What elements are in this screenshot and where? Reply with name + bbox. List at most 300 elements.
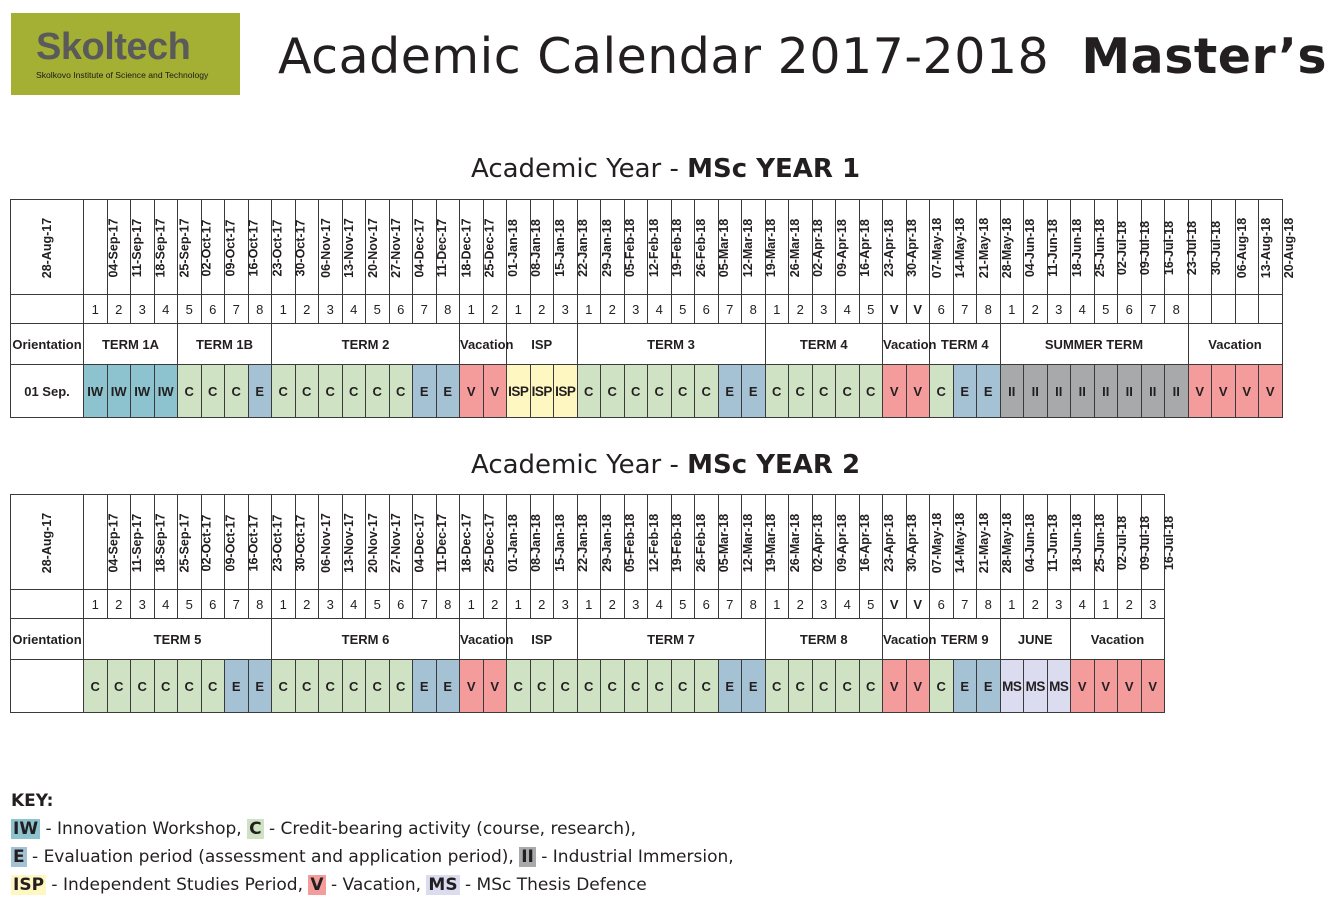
date-label: 09-Jul-18 [1138, 220, 1153, 275]
activity-cell: C [154, 660, 178, 713]
term-label: TERM 2 [272, 324, 460, 365]
date-cell [648, 200, 685, 295]
date-label: 19-Mar-18 [764, 218, 779, 277]
activity-cell: C [624, 660, 648, 713]
date-cell [154, 495, 192, 590]
week-number-cell: 1 [507, 590, 531, 619]
week-number-cell: 1 [507, 295, 531, 324]
date-label: 21-May-18 [976, 217, 991, 278]
term-label: Orientation [11, 619, 84, 660]
week-number-cell [1212, 295, 1236, 324]
date-label: 09-Apr-18 [834, 218, 849, 277]
activity-cell: II [1141, 365, 1165, 418]
week-number-cell: 5 [178, 295, 202, 324]
date-cell [178, 495, 214, 590]
term-row [11, 619, 1165, 660]
week-number-cell: 5 [366, 295, 390, 324]
date-label: 16-Jul-18 [1161, 515, 1176, 570]
start-date-cell [11, 660, 84, 713]
date-cell [789, 200, 825, 295]
date-label: 12-Mar-18 [740, 218, 755, 277]
date-cell [601, 200, 638, 295]
date-cell [624, 200, 661, 295]
week-number-cell: 1 [577, 295, 601, 324]
date-label: 14-May-18 [953, 512, 968, 573]
date-label: 23-Oct-17 [269, 514, 284, 571]
activity-cell: C [366, 365, 390, 418]
activity-cell: E [248, 660, 272, 713]
date-label: 14-May-18 [953, 217, 968, 278]
date-label: 19-Feb-18 [670, 513, 685, 572]
legend-swatch: ISP [13, 875, 45, 895]
week-number-cell [1259, 295, 1283, 324]
week-number-cell: 4 [1071, 295, 1095, 324]
date-cell [342, 495, 380, 590]
term-label: Vacation [883, 324, 930, 365]
week-number-cell: 8 [248, 590, 272, 619]
date-label: 04-Sep-17 [106, 512, 121, 573]
week-number-row [11, 590, 1165, 619]
date-label: 26-Feb-18 [693, 513, 708, 572]
date-cell [389, 200, 427, 295]
activity-cell: C [389, 365, 413, 418]
activity-cell: C [554, 660, 578, 713]
date-label: 20-Nov-17 [365, 512, 380, 573]
date-label: 25-Sep-17 [177, 217, 192, 278]
week-number-cell: 1 [765, 295, 789, 324]
week-number-cell: 6 [1118, 295, 1142, 324]
date-label: 02-Jul-18 [1114, 515, 1129, 570]
activity-cell: C [84, 660, 108, 713]
date-cell [789, 495, 825, 590]
week-number-cell: 8 [248, 295, 272, 324]
activity-cell: V [483, 365, 507, 418]
date-cell [269, 200, 308, 295]
date-label: 11-Sep-17 [129, 513, 144, 572]
week-number-cell: 1 [577, 590, 601, 619]
week-number-cell: 1 [1000, 590, 1024, 619]
date-label: 06-Nov-17 [318, 217, 333, 278]
date-label: 06-Aug-18 [1235, 217, 1250, 278]
week-number-cell: 7 [718, 295, 742, 324]
week-number-cell: 5 [671, 295, 695, 324]
page-title-main: Academic Calendar 2017-2018 [278, 28, 1050, 85]
term-label: ISP [507, 324, 578, 365]
activity-cell: MS [1024, 660, 1048, 713]
date-cell [1094, 200, 1129, 295]
legend-text: - Industrial Immersion, [535, 847, 734, 867]
week-number-cell: 2 [530, 295, 554, 324]
activity-cell: E [977, 660, 1001, 713]
week-number-cell: 2 [601, 590, 625, 619]
year1-heading-prefix: Academic Year - [471, 154, 688, 184]
date-label: 22-Jan-18 [575, 218, 590, 277]
activity-cell: C [577, 660, 601, 713]
activity-cell: II [1094, 365, 1118, 418]
date-label: 30-Apr-18 [904, 218, 919, 277]
date-label: 18-Sep-17 [153, 512, 168, 573]
week-number-cell: 8 [977, 295, 1001, 324]
activity-cell: II [1165, 365, 1189, 418]
week-number-cell: 3 [319, 590, 343, 619]
week-number-cell: 4 [836, 590, 860, 619]
week-number-cell: 8 [436, 295, 460, 324]
activity-cell: C [201, 660, 225, 713]
activity-cell: C [507, 660, 531, 713]
date-cell [131, 200, 168, 295]
week-number-cell: 8 [742, 295, 766, 324]
legend-text: - Innovation Workshop, [40, 819, 248, 839]
week-number-cell: 6 [930, 590, 954, 619]
date-cell [953, 495, 991, 590]
activity-cell: C [859, 365, 883, 418]
activity-cell: E [953, 365, 977, 418]
date-cell [1141, 200, 1176, 295]
date-label: 05-Mar-18 [717, 513, 732, 572]
activity-cell: E [413, 660, 437, 713]
week-number-cell: 6 [389, 295, 413, 324]
week-number-cell: 3 [812, 590, 836, 619]
logo-tagline: Skolkovo Institute of Science and Technology [36, 70, 209, 80]
activity-cell: E [718, 660, 742, 713]
date-row [11, 495, 1165, 590]
activity-cell: E [225, 660, 249, 713]
activity-cell: V [1259, 365, 1283, 418]
date-label: 02-Apr-18 [810, 513, 825, 572]
week-number-cell: 5 [671, 590, 695, 619]
date-label: 19-Feb-18 [670, 218, 685, 277]
week-number-cell: 1 [460, 590, 484, 619]
activity-cell: C [859, 660, 883, 713]
activity-cell: C [836, 365, 860, 418]
date-cell [1188, 200, 1223, 295]
date-label: 04-Jun-18 [1022, 218, 1037, 277]
date-cell [671, 495, 708, 590]
date-label: 19-Mar-18 [764, 513, 779, 572]
week-number-row [11, 295, 1283, 324]
date-label: 08-Jan-18 [528, 218, 543, 277]
date-cell [718, 495, 755, 590]
activity-cell: E [413, 365, 437, 418]
week-number-cell: 6 [201, 295, 225, 324]
activity-cell: E [718, 365, 742, 418]
date-cell [742, 200, 779, 295]
activity-cell: C [342, 365, 366, 418]
date-cell [222, 495, 261, 590]
legend-text: - Vacation, [325, 875, 427, 895]
date-label: 25-Jun-18 [1093, 513, 1108, 572]
week-number-cell: 4 [154, 590, 178, 619]
activity-cell: C [107, 660, 131, 713]
week-number-cell: 4 [836, 295, 860, 324]
week-number-cell: 2 [1024, 590, 1048, 619]
legend-heading: KEY: [11, 791, 54, 811]
date-cell [765, 495, 802, 590]
week-number-cell: V [906, 590, 930, 619]
date-label: 30-Oct-17 [293, 219, 308, 276]
date-label: 30-Jul-18 [1208, 220, 1223, 275]
date-cell [436, 200, 474, 295]
activity-cell: C [530, 660, 554, 713]
activity-cell: C [319, 365, 343, 418]
date-cell [248, 495, 284, 590]
activity-cell: V [460, 365, 484, 418]
date-label: 07-May-18 [929, 217, 944, 278]
activity-cell: E [436, 660, 460, 713]
date-cell [577, 495, 614, 590]
date-label: 29-Jan-18 [599, 218, 614, 277]
activity-cell: C [366, 660, 390, 713]
date-label: 26-Mar-18 [787, 218, 802, 277]
date-cell [624, 495, 661, 590]
date-cell [742, 495, 779, 590]
date-cell [977, 200, 1015, 295]
date-cell [460, 495, 497, 590]
week-number-cell: 2 [295, 590, 319, 619]
week-number-cell [1235, 295, 1259, 324]
week-number-cell: V [883, 590, 907, 619]
activity-cell: II [1000, 365, 1024, 418]
date-label: 22-Jan-18 [575, 513, 590, 572]
date-cell [601, 495, 638, 590]
activity-cell: V [1188, 365, 1212, 418]
year2-heading-prefix: Academic Year - [471, 450, 688, 480]
activity-cell: V [1212, 365, 1236, 418]
week-number-cell: 7 [953, 295, 977, 324]
activity-cell: ISP [530, 365, 554, 418]
week-number-cell: 7 [718, 590, 742, 619]
week-number-cell: 3 [624, 295, 648, 324]
date-label: 20-Aug-18 [1282, 217, 1297, 278]
week-number-cell: 5 [859, 295, 883, 324]
legend-text: - Credit-bearing activity (course, research), [263, 819, 637, 839]
date-cell [154, 200, 192, 295]
date-cell [953, 200, 991, 295]
date-cell [107, 200, 144, 295]
activity-cell: C [930, 365, 954, 418]
date-cell [366, 200, 403, 295]
date-label: 08-Jan-18 [528, 513, 543, 572]
date-cell [201, 200, 237, 295]
activity-cell: C [201, 365, 225, 418]
activity-cell: IW [154, 365, 178, 418]
activity-cell: E [742, 660, 766, 713]
date-cell [671, 200, 708, 295]
date-label: 11-Dec-17 [435, 513, 450, 572]
activity-cell: IW [107, 365, 131, 418]
term-label: Vacation [883, 619, 930, 660]
activity-cell: V [1235, 365, 1259, 418]
date-cell [84, 495, 121, 590]
date-label: 05-Mar-18 [717, 218, 732, 277]
week-number-cell: 7 [225, 590, 249, 619]
date-cell [836, 495, 872, 590]
week-number-cell: 1 [84, 590, 108, 619]
date-label: 27-Nov-17 [388, 217, 403, 278]
week-number-cell: V [906, 295, 930, 324]
date-cell [342, 200, 380, 295]
date-cell [765, 200, 802, 295]
activity-cell: C [930, 660, 954, 713]
date-label: 29-Jan-18 [599, 513, 614, 572]
date-cell [201, 495, 237, 590]
date-cell [718, 200, 755, 295]
date-cell [1024, 495, 1060, 590]
activity-cell: II [1118, 365, 1142, 418]
term-label: TERM 4 [765, 324, 883, 365]
date-cell [84, 200, 121, 295]
year1-calendar-table [10, 199, 1297, 418]
date-cell [319, 495, 356, 590]
week-number-cell: 4 [648, 295, 672, 324]
date-cell [1094, 495, 1129, 590]
date-cell [530, 200, 567, 295]
date-label: 18-Dec-17 [459, 217, 474, 278]
week-number-cell: V [883, 295, 907, 324]
date-label: 30-Apr-18 [904, 513, 919, 572]
week-number-cell: 6 [695, 295, 719, 324]
date-cell [178, 200, 214, 295]
date-label: 02-Apr-18 [810, 218, 825, 277]
week-number-cell: 2 [1024, 295, 1048, 324]
activity-cell: V [883, 660, 907, 713]
activity-cell: C [812, 365, 836, 418]
week-number-cell: 6 [201, 590, 225, 619]
date-label: 26-Mar-18 [787, 513, 802, 572]
activity-cell: V [1094, 660, 1118, 713]
date-cell [1165, 200, 1200, 295]
date-label: 02-Oct-17 [199, 219, 214, 276]
date-cell [1071, 495, 1108, 590]
term-label: TERM 1A [84, 324, 178, 365]
date-label: 13-Aug-18 [1258, 217, 1273, 278]
date-label: 27-Nov-17 [388, 512, 403, 573]
term-label: TERM 6 [272, 619, 460, 660]
week-number-cell: 6 [930, 295, 954, 324]
term-label: TERM 4 [930, 324, 1001, 365]
activity-cell: E [248, 365, 272, 418]
date-label: 13-Nov-17 [341, 512, 356, 573]
date-cell [812, 495, 849, 590]
date-label: 16-Oct-17 [246, 219, 261, 276]
week-number-cell: 1 [1094, 590, 1118, 619]
activity-cell: E [977, 365, 1001, 418]
activity-cell: C [131, 660, 155, 713]
week-number-cell: 7 [953, 590, 977, 619]
date-label: 15-Jan-18 [552, 218, 567, 277]
date-label: 26-Feb-18 [693, 218, 708, 277]
date-cell [930, 495, 968, 590]
date-cell [812, 200, 849, 295]
date-cell [131, 495, 168, 590]
date-cell [1118, 495, 1153, 590]
date-label: 18-Sep-17 [153, 217, 168, 278]
date-label: 28-May-18 [1000, 217, 1015, 278]
activity-cell: C [601, 660, 625, 713]
date-label: 18-Jun-18 [1069, 218, 1084, 277]
activity-cell: V [1071, 660, 1095, 713]
term-row [11, 324, 1283, 365]
date-label: 02-Oct-17 [199, 514, 214, 571]
legend-text: - Evaluation period (assessment and application period), [26, 847, 520, 867]
term-label: TERM 9 [930, 619, 1001, 660]
date-label: 18-Dec-17 [459, 512, 474, 573]
week-number-cell: 3 [131, 295, 155, 324]
week-number-cell: 2 [789, 590, 813, 619]
term-label: JUNE [1000, 619, 1071, 660]
activity-cell: C [836, 660, 860, 713]
legend-swatch: MS [428, 875, 458, 895]
term-label: Vacation [1071, 619, 1165, 660]
activity-cell: C [695, 365, 719, 418]
term-label: TERM 8 [765, 619, 883, 660]
activity-cell: C [671, 365, 695, 418]
week-number-cell: 3 [1141, 590, 1165, 619]
date-cell [554, 495, 590, 590]
week-number-cell: 4 [342, 295, 366, 324]
term-label: SUMMER TERM [1000, 324, 1188, 365]
activity-cell: C [272, 365, 296, 418]
week-number-cell: 7 [1141, 295, 1165, 324]
date-label: 05-Feb-18 [623, 513, 638, 572]
week-number-cell: 1 [1000, 295, 1024, 324]
week-number-cell: 6 [389, 590, 413, 619]
week-number-cell: 2 [483, 295, 507, 324]
activity-cell: C [225, 365, 249, 418]
legend-swatch: C [249, 819, 262, 839]
date-cell [1000, 200, 1037, 295]
date-label: 11-Jun-18 [1045, 218, 1060, 277]
legend-text: - MSc Thesis Defence [459, 875, 647, 895]
term-label: TERM 3 [577, 324, 765, 365]
date-cell [883, 200, 919, 295]
activity-cell: V [460, 660, 484, 713]
date-cell [1212, 200, 1250, 295]
week-number-cell: 5 [1094, 295, 1118, 324]
term-label: TERM 1B [178, 324, 272, 365]
date-label: 25-Dec-17 [482, 512, 497, 573]
date-cell [1118, 200, 1153, 295]
date-cell [436, 495, 474, 590]
year1-heading-name: MSc YEAR 1 [687, 154, 861, 184]
date-cell [295, 495, 333, 590]
week-number-cell: 1 [272, 590, 296, 619]
activity-cell: C [319, 660, 343, 713]
legend-text: - Independent Studies Period, [46, 875, 309, 895]
date-label: 16-Oct-17 [246, 514, 261, 571]
week-number-cell [11, 295, 84, 324]
date-label: 09-Jul-18 [1138, 515, 1153, 570]
date-cell [1000, 495, 1037, 590]
activity-cell: II [1024, 365, 1048, 418]
date-cell [507, 200, 543, 295]
week-number-cell: 3 [319, 295, 343, 324]
date-cell [319, 200, 356, 295]
legend-swatch: IW [13, 819, 39, 839]
activity-cell: C [601, 365, 625, 418]
date-cell [883, 495, 919, 590]
legend-key [11, 787, 734, 899]
activity-cell: E [953, 660, 977, 713]
date-cell [1047, 200, 1084, 295]
activity-cell: C [295, 365, 319, 418]
date-label: 15-Jan-18 [552, 513, 567, 572]
date-label: 04-Sep-17 [106, 217, 121, 278]
date-label: 01-Jan-18 [505, 513, 520, 572]
date-label: 21-May-18 [976, 512, 991, 573]
date-label: 16-Jul-18 [1161, 220, 1176, 275]
week-number-cell: 4 [1071, 590, 1095, 619]
